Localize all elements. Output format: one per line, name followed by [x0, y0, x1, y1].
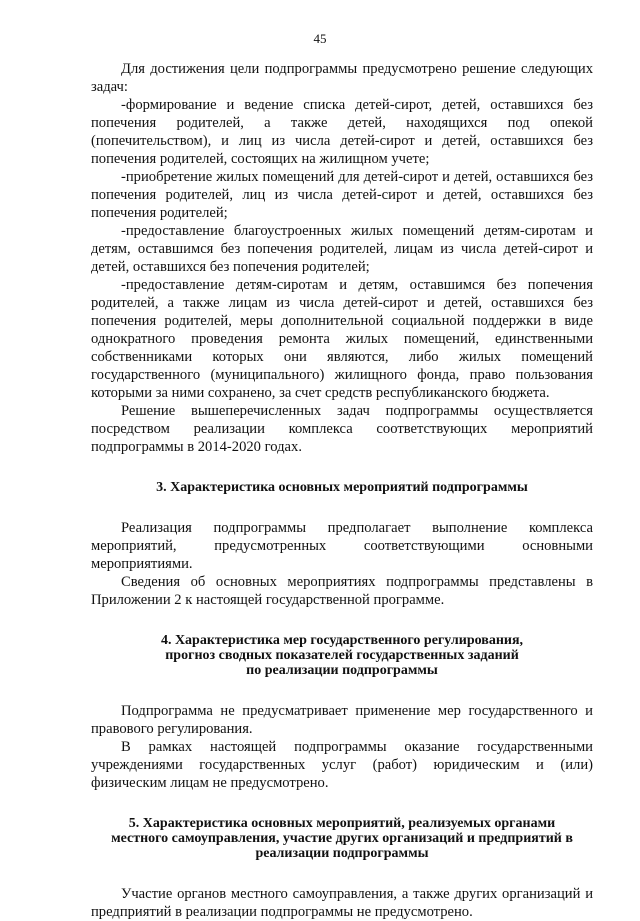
section-4-paragraph: Подпрограмма не предусматривает применение мер государственного и правового регулирования.	[91, 703, 593, 737]
section-5-heading	[91, 816, 593, 861]
page-content	[91, 60, 593, 921]
page-number: 45	[313, 31, 327, 46]
task-item: -приобретение жилых помещений для детей-сирот и детей, оставшихся без попечения родителей, лиц из числа детей-сирот и детей, оставшихся без попечения родителей;	[91, 169, 593, 221]
section-3-heading: 3. Характеристика основных мероприятий подпрограммы	[156, 480, 528, 495]
section-4-heading-line: прогноз сводных показателей государственных заданий	[165, 648, 519, 663]
section-5-paragraph: Участие органов местного самоуправления, а также других организаций и предприятий в реализации подпрограммы не предусмотрено.	[91, 886, 593, 920]
task-item: -формирование и ведение списка детей-сирот, детей, оставшихся без попечения родителей, а также детей, находящихся под опекой (попечительством), и лиц из числа детей-сирот и детей, оставшихся без попечения родителей, состоящих на жилищном учете;	[91, 97, 593, 167]
section-3-paragraph: Сведения об основных мероприятиях подпрограммы представлены в Приложении 2 к настоящей государственной программе.	[91, 574, 593, 608]
section-5-heading-line: местного самоуправления, участие других организаций и предприятий в	[111, 831, 573, 846]
section-4-paragraph: В рамках настоящей подпрограммы оказание государственными учреждениями государственных услуг (работ) юридическим и (или) физическим лицам не предусмотрено.	[91, 739, 593, 791]
intro-closing: Решение вышеперечисленных задач подпрограммы осуществляется посредством реализации комплекса соответствующих мероприятий подпрограммы в 2014-2020 годах.	[91, 403, 593, 455]
section-3-paragraph: Реализация подпрограммы предполагает выполнение комплекса мероприятий, предусмотренных соответствующими основными мероприятиями.	[91, 520, 593, 572]
task-item: -предоставление благоустроенных жилых помещений детям-сиротам и детям, оставшимся без попечения родителей, лицам из числа детей-сирот и детей, оставшихся без попечения родителей;	[91, 223, 593, 275]
section-4-heading	[91, 633, 593, 678]
intro-lead: Для достижения цели подпрограммы предусмотрено решение следующих задач:	[91, 61, 593, 95]
section-5-heading-line: реализации подпрограммы	[255, 846, 429, 861]
section-5-heading-line: 5. Характеристика основных мероприятий, реализуемых органами	[128, 816, 556, 831]
section-4-heading-line: по реализации подпрограммы	[246, 663, 438, 678]
section-4-heading-line: 4. Характеристика мер государственного регулирования,	[160, 633, 524, 648]
task-item: -предоставление детям-сиротам и детям, оставшимся без попечения родителей, а также лицам из числа детей-сирот и детей, оставшихся без попечения родителей, меры дополнительной социальной поддержки в виде однократного проведения ремонта жилых помещений, единственными собственниками которых они являются, либо жилых помещений государственного (муниципального) жилищного фонда, право пользования которыми за ними сохранено, за счет средств республиканского бюджета.	[91, 277, 593, 401]
